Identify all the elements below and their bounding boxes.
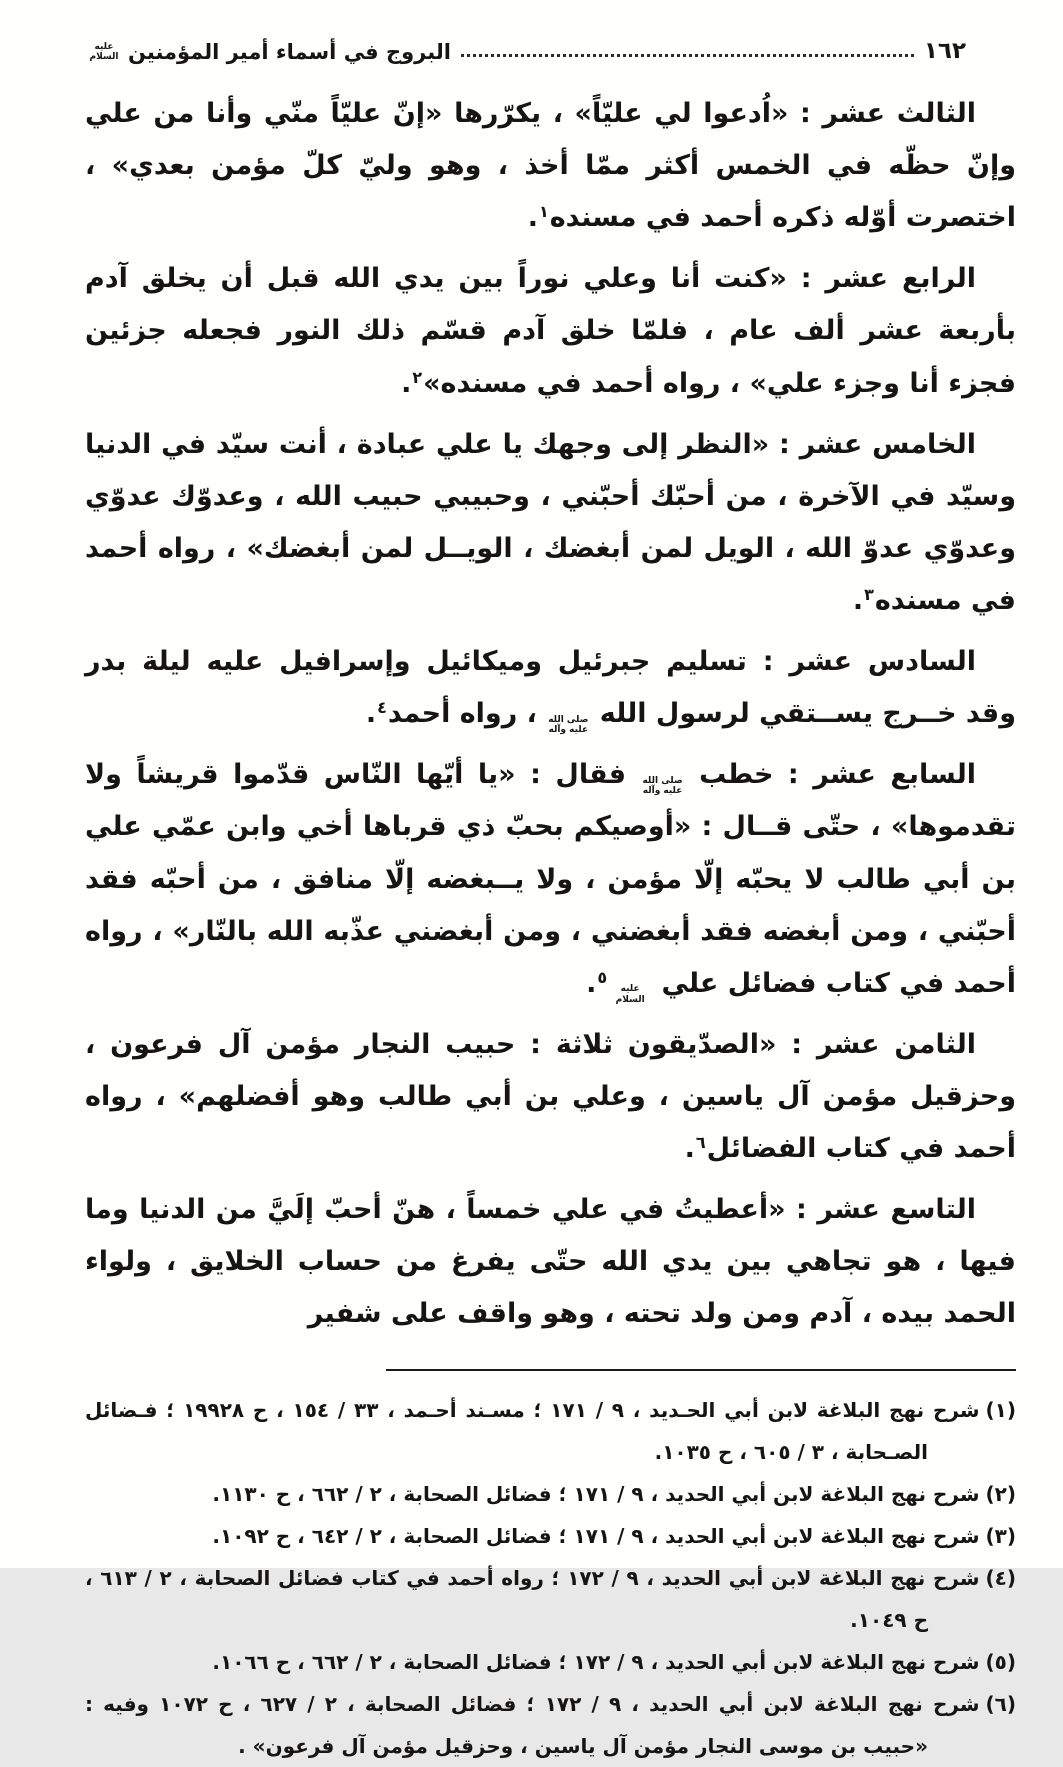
hadith-17 <box>85 749 1016 1010</box>
hadith-text: . <box>852 584 864 616</box>
hadith-text: . <box>684 1133 695 1165</box>
honorific-mark: صلى الله عليه وآله <box>548 714 589 736</box>
footnote-marker: (٦) <box>985 1691 1017 1716</box>
hadith-text: . <box>527 202 538 234</box>
honorific-mark: صلى الله عليه وآله <box>642 775 683 797</box>
hadith-text: . <box>365 698 377 730</box>
hadith-text: الثالث عشر : «اُدعوا لي عليّاً» ، يكرّرها «إنّ عليّاً منّي وأنا من علي وإنّ حظّه في الخمس أكثر ممّا أخذ ، وهو وليّ كلّ مؤمن بعدي» ، اختصرت أوّله ذكره أحمد في مسنده <box>85 98 1016 234</box>
footnote-separator <box>386 1369 1016 1371</box>
footnote-item <box>85 1473 1016 1515</box>
honorific-mark: عليه السلام <box>89 41 119 62</box>
footnote-marker: (٥) <box>985 1649 1016 1674</box>
footnote-text: شرح نهج البلاغة لابن أبي الحديد ، ٩ / ١٧٢ ؛ رواه أحمد في كتاب فضائل الصحابة ، ٢ / ٦١٣ ، ح ١٠٤٩. <box>85 1565 980 1632</box>
page-title-text: البروج في أسماء أمير المؤمنين <box>128 40 451 64</box>
footnote-item <box>85 1389 1016 1473</box>
hadith-text: التاسع عشر : «أعطيتُ في علي خمساً ، هنّ أحبّ إلَيَّ من الدنيا وما فيها ، هو تجاهي بين يدي الله حتّى يفرغ من حساب الخلايق ، ولواء الحمد بيده ، آدم ومن ولد تحته ، وهو واقف على شفير <box>85 1194 1016 1330</box>
hadith-text: الخامس عشر : «النظر إلى وجهك يا علي عبادة ، أنت سيّد في الدنيا وسيّد في الآخرة ، من أحبّك أحبّني ، وحبيبي حبيب الله ، وعدوّك عدوّي وعدوّي عدوّ الله ، الويل لمن أبغضك ، الويــل لمن أبغضك» ، رواه أحمد في مسنده <box>85 428 1016 616</box>
honorific-mark: عليه السلام <box>615 984 645 1005</box>
hadith-18 <box>85 1019 1016 1175</box>
footnote-ref: ٦ <box>695 1133 706 1153</box>
footnotes <box>85 1389 1016 1767</box>
footnote-item <box>85 1515 1016 1557</box>
hadith-19 <box>85 1184 1016 1340</box>
hadith-13 <box>85 88 1016 244</box>
footnote-marker: (٤) <box>985 1565 1017 1590</box>
footnote-text: شرح نهج البلاغة لابن أبي الحديد ، ٩ / ١٧١ ؛ فضائل الصحابة ، ٢ / ٦٦٢ ، ح ١١٣٠. <box>212 1481 980 1506</box>
hadith-text: الرابع عشر : «كنت أنا وعلي نوراً بين يدي الله قبل أن يخلق آدم بأربعة عشر ألف عام ، فلمّا خلق آدم قسّم ذلك النور فجعله جزئين فجزء أنا وجزء علي» ، رواه أحمد في مسنده» <box>85 263 1016 399</box>
hadith-15 <box>85 419 1016 627</box>
hadith-text: ، رواه أحمد <box>387 698 547 730</box>
hadith-14 <box>85 253 1016 409</box>
footnote-marker: (١) <box>985 1397 1016 1422</box>
footnote-text: شرح نهج البلاغة لابن أبي الحديد ، ٩ / ١٧١ ؛ فضائل الصحابة ، ٢ / ٦٤٢ ، ح ١٠٩٢. <box>212 1523 980 1548</box>
footnote-text: شرح نهج البلاغة لابن أبي الحديد ، ٩ / ١٧٢ ؛ فضائل الصحابة ، ٢ / ٦٦٢ ، ح ١٠٦٦. <box>212 1649 980 1674</box>
hadith-text: السادس عشر : تسليم جبرئيل وميكائيل وإسرافيل عليه ليلة بدر وقد خــرج يســتقي لرسول الله <box>85 646 1016 730</box>
footnote-text: شرح نهج البلاغة لابن أبي الحـديد ، ٩ / ١٧١ ؛ مسـند أحـمد ، ٣٣ / ١٥٤ ، ح ١٩٩٢٨ ؛ فـضائل الصـحابة ، ٣ / ٦٠٥ ، ح ١٠٣٥. <box>85 1397 980 1464</box>
footnote-text: شرح نهج البلاغة لابن أبي الحديد ، ٩ / ١٧٢ ؛ فضائل الصحابة ، ٢ / ٦٢٧ ، ح ١٠٧٢ وفيه : «حبيب بن موسى النجار مؤمن آل ياسين ، وحزقيل مؤمن آل فرعون» . <box>85 1691 980 1758</box>
hadith-16 <box>85 636 1016 740</box>
body-text <box>85 88 1016 1341</box>
footnote-marker: (٣) <box>985 1523 1016 1548</box>
header-dotted-leader <box>461 53 914 57</box>
footnote-ref: ٣ <box>864 584 874 604</box>
footnote-ref: ٢ <box>412 367 423 387</box>
footnote-ref: ٤ <box>377 698 387 718</box>
page-title <box>85 40 451 64</box>
footnote-item <box>85 1641 1016 1683</box>
footnote-item <box>85 1557 1016 1641</box>
footnote-ref: ٥ <box>597 967 608 987</box>
footnote-item <box>85 1683 1016 1767</box>
hadith-text: الثامن عشر : «الصدّيقون ثلاثة : حبيب النجار مؤمن آل فرعون ، وحزقيل مؤمن آل ياسين ، وعلي بن أبي طالب وهو أفضلهم» ، رواه أحمد في كتاب الفضائل <box>85 1028 1016 1165</box>
hadith-text: . <box>586 967 597 999</box>
footnote-ref: ١ <box>538 202 549 222</box>
page-header <box>85 38 1016 64</box>
hadith-text: فقال : «يا أيّها النّاس قدّموا قريشاً ولا تقدموها» ، حتّى قــال : «أوصيكم بحبّ ذي قرباها أخي وابن عمّي علي بن أبي طالب لا يحبّه إلّا مؤمن ، ولا يــبغضه إلّا منافق ، من أحبّه فقد أحبّني ، ومن أبغضه فقد أبغضني ، ومن أبغضني عذّبه الله بالنّار» ، رواه أحمد في كتاب فضائل علي <box>85 759 1016 999</box>
hadith-text: . <box>401 367 412 399</box>
hadith-text: السابع عشر : خطب <box>684 759 976 791</box>
page-number: ١٦٢ <box>923 38 966 64</box>
footnote-marker: (٢) <box>985 1481 1016 1506</box>
